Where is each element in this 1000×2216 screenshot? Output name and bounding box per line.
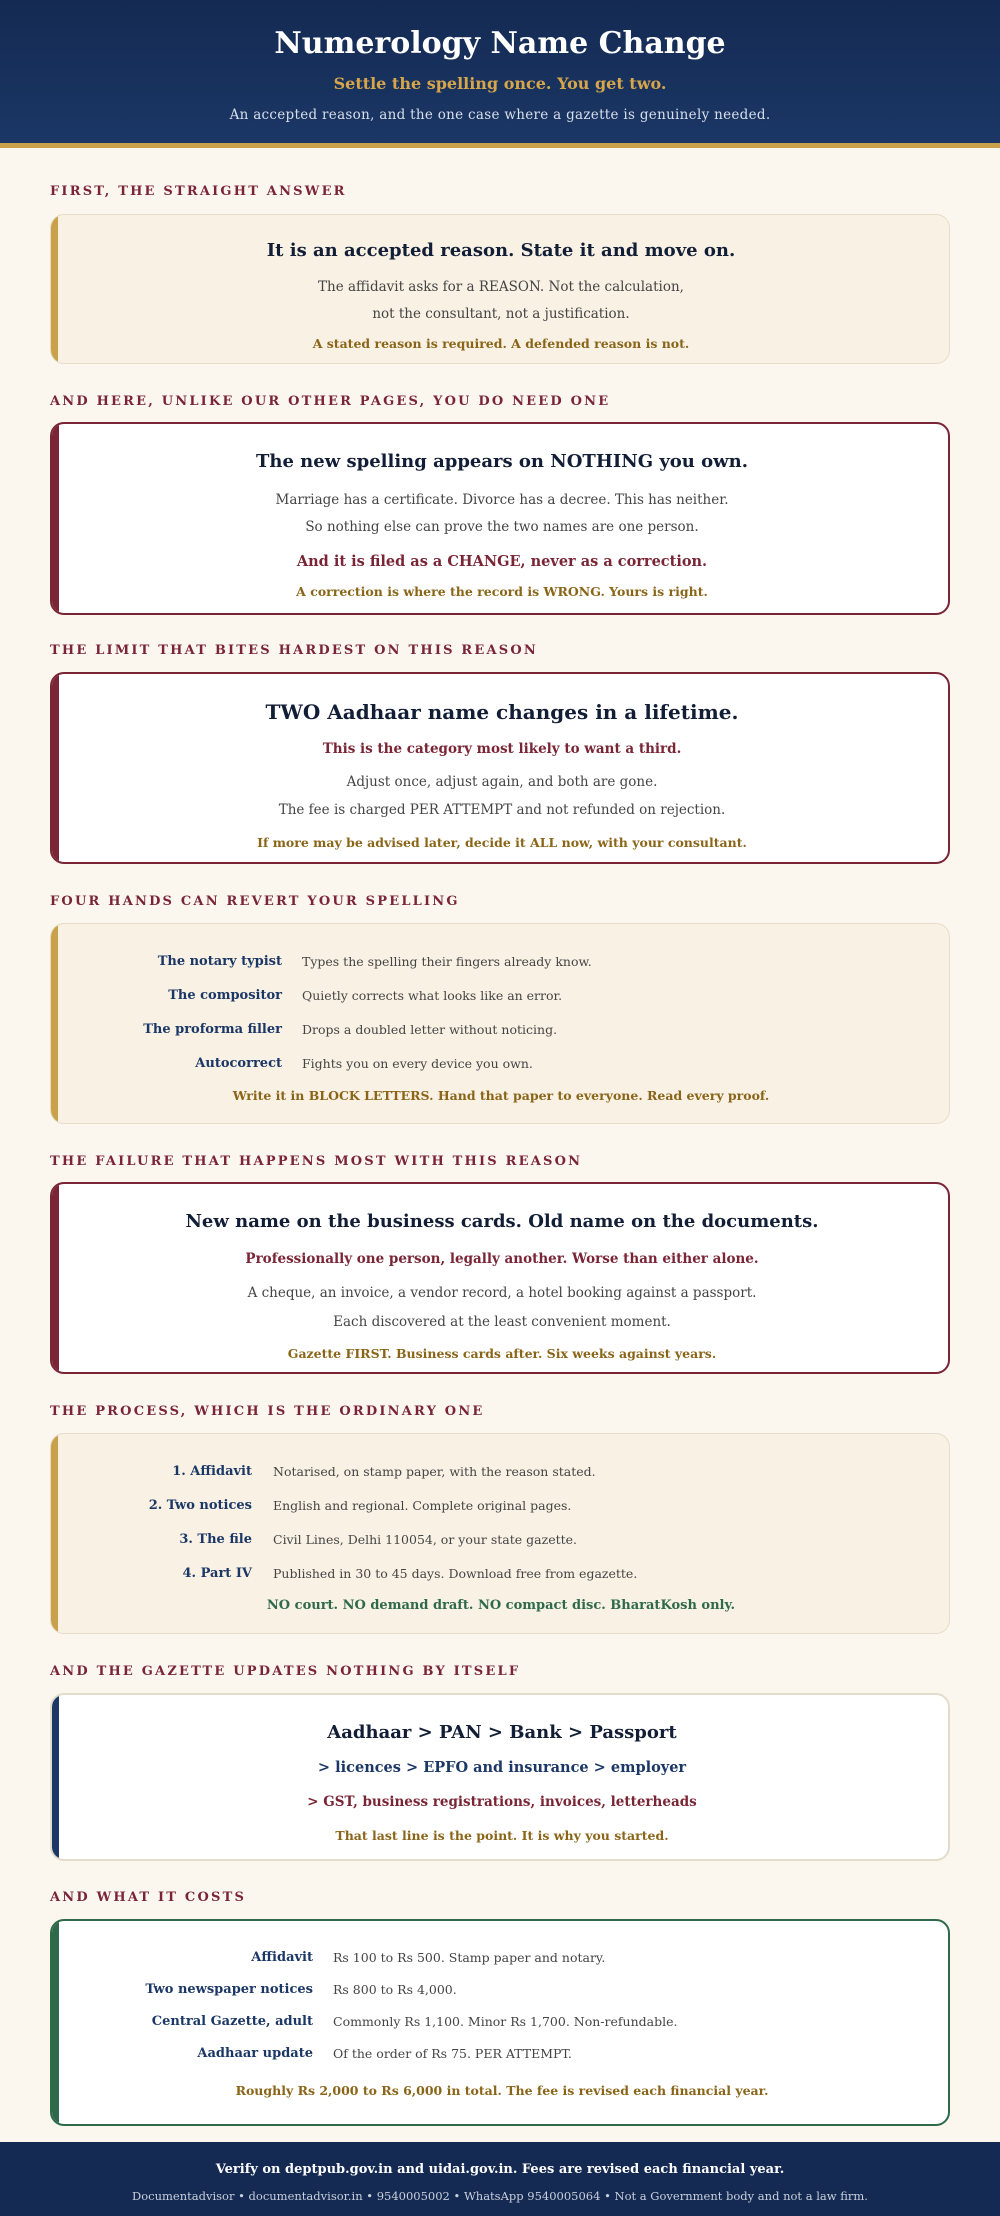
card-headline: It is an accepted reason. State it and move on. <box>266 240 736 261</box>
page-title: Numerology Name Change <box>274 26 726 61</box>
card-process <box>50 1433 950 1634</box>
card-note: Write it in BLOCK LETTERS. Hand that paper to everyone. Read every proof. <box>232 1088 770 1103</box>
row-value: English and regional. Complete original pages. <box>273 1498 572 1513</box>
section-heading-gazette-updates: AND THE GAZETTE UPDATES NOTHING BY ITSELF <box>50 1664 521 1679</box>
row-value: Fights you on every device you own. <box>302 1056 533 1071</box>
row-value: Rs 100 to Rs 500. Stamp paper and notary. <box>333 1950 606 1965</box>
footer-verify: Verify on deptpub.gov.in and uidai.gov.in. Fees are revised each financial year. <box>215 2162 785 2177</box>
card-text: So nothing else can prove the two names are one person. <box>305 519 699 535</box>
row-label: The compositor <box>168 988 282 1003</box>
card-text: Adjust once, adjust again, and both are gone. <box>346 774 658 790</box>
table-row <box>51 988 950 1008</box>
card-emphasis: Professionally one person, legally another. Worse than either alone. <box>245 1251 759 1267</box>
table-row <box>52 1982 950 2002</box>
table-row <box>52 2014 950 2034</box>
card-headline: The new spelling appears on NOTHING you own. <box>255 451 749 472</box>
card-note: That last line is the point. It is why you started. <box>335 1828 669 1843</box>
table-row <box>51 1566 950 1586</box>
page-header <box>0 0 1000 145</box>
table-row <box>52 1950 950 1970</box>
card-headline: Aadhaar > PAN > Bank > Passport <box>327 1722 677 1743</box>
card-text: Each discovered at the least convenient moment. <box>333 1314 671 1330</box>
section-heading-failure: THE FAILURE THAT HAPPENS MOST WITH THIS REASON <box>50 1154 583 1169</box>
footer-contact: Documentadvisor • documentadvisor.in • 9540005002 • WhatsApp 9540005064 • Not a Government body and not a law firm. <box>132 2189 868 2203</box>
row-value: Types the spelling their fingers already know. <box>302 954 592 969</box>
table-row <box>51 1464 950 1484</box>
card-four-hands <box>50 923 950 1124</box>
table-row <box>51 1532 950 1552</box>
row-label: 2. Two notices <box>148 1498 252 1513</box>
table-row <box>51 1498 950 1518</box>
page-footer <box>0 2142 1000 2216</box>
header-divider <box>0 143 1000 148</box>
row-value: Notarised, on stamp paper, with the reason stated. <box>273 1464 596 1479</box>
row-value: Commonly Rs 1,100. Minor Rs 1,700. Non-refundable. <box>333 2014 678 2029</box>
card-text: The affidavit asks for a REASON. Not the calculation, <box>318 279 684 295</box>
row-label: The proforma filler <box>143 1022 282 1037</box>
row-value: Of the order of Rs 75. PER ATTEMPT. <box>333 2046 572 2061</box>
card-emphasis: This is the category most likely to want a third. <box>322 741 682 757</box>
card-limit <box>50 672 950 864</box>
row-label: Affidavit <box>251 1950 313 1965</box>
row-value: Drops a doubled letter without noticing. <box>302 1022 558 1037</box>
card-note: If more may be advised later, decide it ALL now, with your consultant. <box>257 835 747 850</box>
card-straight-answer <box>50 214 950 364</box>
table-row <box>52 2046 950 2066</box>
card-headline: New name on the business cards. Old name on the documents. <box>185 1211 819 1232</box>
section-heading-four-hands: FOUR HANDS CAN REVERT YOUR SPELLING <box>50 894 460 909</box>
row-label: The notary typist <box>157 954 282 969</box>
row-value: Rs 800 to Rs 4,000. <box>333 1982 457 1997</box>
card-gazette-updates <box>50 1693 950 1861</box>
card-text: Marriage has a certificate. Divorce has a decree. This has neither. <box>275 492 729 508</box>
section-heading-limit: THE LIMIT THAT BITES HARDEST ON THIS REASON <box>50 643 539 658</box>
card-failure <box>50 1182 950 1374</box>
card-costs <box>50 1919 950 2126</box>
row-label: Central Gazette, adult <box>151 2014 313 2029</box>
card-text: A cheque, an invoice, a vendor record, a hotel booking against a passport. <box>247 1285 757 1301</box>
section-heading-costs: AND WHAT IT COSTS <box>50 1890 247 1905</box>
card-text: not the consultant, not a justification. <box>372 306 630 322</box>
card-need-one <box>50 422 950 615</box>
row-value: Published in 30 to 45 days. Download free from egazette. <box>273 1566 638 1581</box>
row-label: Two newspaper notices <box>145 1982 313 1997</box>
page-subtitle: Settle the spelling once. You get two. <box>333 74 667 93</box>
row-label: Aadhaar update <box>197 2046 313 2061</box>
card-text: The fee is charged PER ATTEMPT and not refunded on rejection. <box>278 802 726 818</box>
row-value: Quietly corrects what looks like an error. <box>302 988 563 1003</box>
section-heading-straight-answer: FIRST, THE STRAIGHT ANSWER <box>50 184 347 199</box>
card-note: A stated reason is required. A defended reason is not. <box>312 336 690 351</box>
card-headline: TWO Aadhaar name changes in a lifetime. <box>265 700 739 724</box>
row-label: 3. The file <box>179 1532 252 1547</box>
card-note: Roughly Rs 2,000 to Rs 6,000 in total. The fee is revised each financial year. <box>235 2083 769 2098</box>
table-row <box>51 954 950 974</box>
card-note: Gazette FIRST. Business cards after. Six weeks against years. <box>287 1346 717 1361</box>
page-description: An accepted reason, and the one case where a gazette is genuinely needed. <box>229 107 771 123</box>
card-note: NO court. NO demand draft. NO compact disc. BharatKosh only. <box>266 1598 736 1613</box>
row-value: Civil Lines, Delhi 110054, or your state gazette. <box>273 1532 578 1547</box>
table-row <box>51 1056 950 1076</box>
card-emphasis: And it is filed as a CHANGE, never as a correction. <box>296 553 708 570</box>
table-row <box>51 1022 950 1042</box>
row-label: Autocorrect <box>195 1056 282 1071</box>
card-emphasis: > licences > EPFO and insurance > employer <box>317 1759 687 1776</box>
section-heading-need-one: AND HERE, UNLIKE OUR OTHER PAGES, YOU DO NEED ONE <box>50 394 611 409</box>
section-heading-process: THE PROCESS, WHICH IS THE ORDINARY ONE <box>50 1404 485 1419</box>
card-emphasis: > GST, business registrations, invoices, letterheads <box>307 1794 697 1810</box>
row-label: 4. Part IV <box>182 1566 252 1581</box>
row-label: 1. Affidavit <box>172 1464 252 1479</box>
card-note: A correction is where the record is WRONG. Yours is right. <box>296 584 708 599</box>
